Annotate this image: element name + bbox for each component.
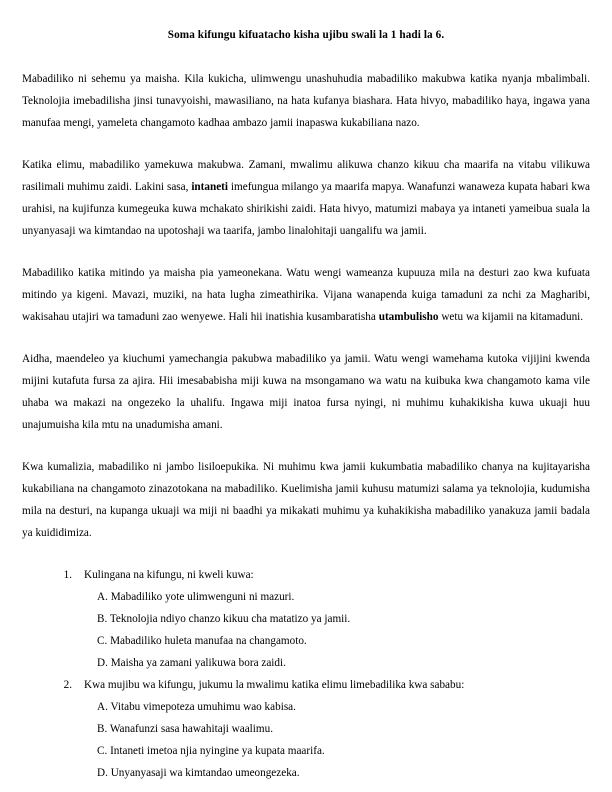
option-text: Maisha ya zamani yalikuwa bora zaidi. xyxy=(110,657,286,669)
emphasized-term: intaneti xyxy=(191,181,228,193)
question-stem: Kwa mujibu wa kifungu, jukumu la mwalimu katika elimu limebadilika kwa sababu: xyxy=(84,679,465,691)
paragraph-text: Mabadiliko katika mitindo ya maisha pia yameonekana. Watu wengi wameanza kupuuza mila na desturi zao kwa kufuata mitindo ya kigeni. Mavazi, muziki, na hata lugha zimeathirika. Vijana wanapenda kuiga tamaduni za nchi za Magharibi, wakisahau utajiri wa tamaduni zao wenyewe. Hali hii inatishia kusambaratisha xyxy=(22,267,590,323)
passage-paragraph xyxy=(22,348,590,436)
option-letter: A. xyxy=(97,591,108,603)
passage-paragraph xyxy=(22,68,590,134)
paragraph-text: Katika elimu, mabadiliko yamekuwa makubwa. Zamani, mwalimu alikuwa chanzo kikuu cha maarifa na vitabu vilikuwa rasilimali muhimu zaidi. Lakini sasa, xyxy=(22,159,590,193)
answer-option[interactable] xyxy=(84,652,590,674)
paragraph-text: wetu wa kijamii na kitamaduni. xyxy=(438,311,584,323)
option-text: Mabadiliko huleta manufaa na changamoto. xyxy=(110,635,307,647)
option-text: Vitabu vimepoteza umuhimu wao kabisa. xyxy=(110,701,296,713)
answer-option[interactable] xyxy=(84,630,590,652)
question-number: 2. xyxy=(63,679,72,691)
answer-option[interactable] xyxy=(84,696,590,718)
option-letter: B. xyxy=(97,723,108,735)
option-text: Wanafunzi sasa hawahitaji waalimu. xyxy=(109,723,273,735)
paragraph-text: imefungua milango ya maarifa mapya. Wanafunzi wanaweza kupata habari kwa urahisi, na kujifunza kumegeuka kuwa mchakato shirikishi zaidi. Hata hivyo, matumizi mabaya ya intaneti yameibua suala la unyanyasaji wa kimtandao na upotoshaji wa taarifa, jambo linalohitaji uangalifu wa jamii. xyxy=(22,181,590,237)
option-letter: C. xyxy=(97,745,108,757)
passage-paragraph xyxy=(22,262,590,328)
option-letter: D. xyxy=(97,657,108,669)
option-letter: D. xyxy=(97,767,108,779)
option-letter: B. xyxy=(97,613,108,625)
paragraph-text: Mabadiliko ni sehemu ya maisha. Kila kukicha, ulimwengu unashuhudia mabadiliko makubwa katika nyanja mbalimbali. Teknolojia imebadilisha jinsi tunavyoishi, mawasiliano, na hata kufanya biashara. Hata hivyo, mabadiliko haya, ingawa yana manufaa mengi, yameleta changamoto kadhaa ambazo jamii inapaswa kukabiliana nazo. xyxy=(22,73,590,129)
option-letter: C. xyxy=(97,635,108,647)
question-item xyxy=(22,674,590,784)
option-text: Intaneti imetoa njia nyingine ya kupata maarifa. xyxy=(110,745,325,757)
question-number: 1. xyxy=(63,569,72,581)
answer-option[interactable] xyxy=(84,608,590,630)
answer-option[interactable] xyxy=(84,718,590,740)
answer-options xyxy=(84,586,590,674)
option-text: Mabadiliko yote ulimwenguni ni mazuri. xyxy=(110,591,295,603)
emphasized-term: utambulisho xyxy=(378,311,439,323)
question-item xyxy=(22,564,590,674)
questions-list xyxy=(22,564,590,784)
page-title: Soma kifungu kifuatacho kisha ujibu swali la 1 hadi la 6. xyxy=(167,29,445,41)
option-letter: A. xyxy=(97,701,108,713)
answer-option[interactable] xyxy=(84,762,590,784)
option-text: Teknolojia ndiyo chanzo kikuu cha matatizo ya jamii. xyxy=(109,613,351,625)
question-stem: Kulingana na kifungu, ni kweli kuwa: xyxy=(84,569,254,581)
passage-body xyxy=(22,68,590,544)
answer-options xyxy=(84,696,590,784)
option-text: Unyanyasaji wa kimtandao umeongezeka. xyxy=(110,767,300,779)
answer-option[interactable] xyxy=(84,586,590,608)
paragraph-text: Aidha, maendeleo ya kiuchumi yamechangia pakubwa mabadiliko ya jamii. Watu wengi wamehama kutoka vijijini kwenda mijini kutafuta fursa za ajira. Hii imesababisha miji kuwa na msongamano wa watu na kuibuka kwa changamoto kama vile uhaba wa makazi na ongezeko la uhalifu. Ingawa miji inatoa fursa nyingi, ni muhimu kuhakikisha kuwa ukuaji huu unajumuisha kila mtu na unadumisha amani. xyxy=(22,353,590,431)
passage-paragraph xyxy=(22,456,590,544)
paragraph-text: Kwa kumalizia, mabadiliko ni jambo lisiloepukika. Ni muhimu kwa jamii kukumbatia mabadiliko chanya na kujitayarisha kukabiliana na changamoto zinazotokana na mabadiliko. Kuelimisha jamii kuhusu matumizi salama ya teknolojia, kudumisha mila na desturi, na kupanga ukuaji wa miji ni baadhi ya mikakati muhimu ya kuhakikisha mabadiliko yanakuza jamii badala ya kuididimiza. xyxy=(22,461,590,539)
passage-paragraph xyxy=(22,154,590,242)
answer-option[interactable] xyxy=(84,740,590,762)
